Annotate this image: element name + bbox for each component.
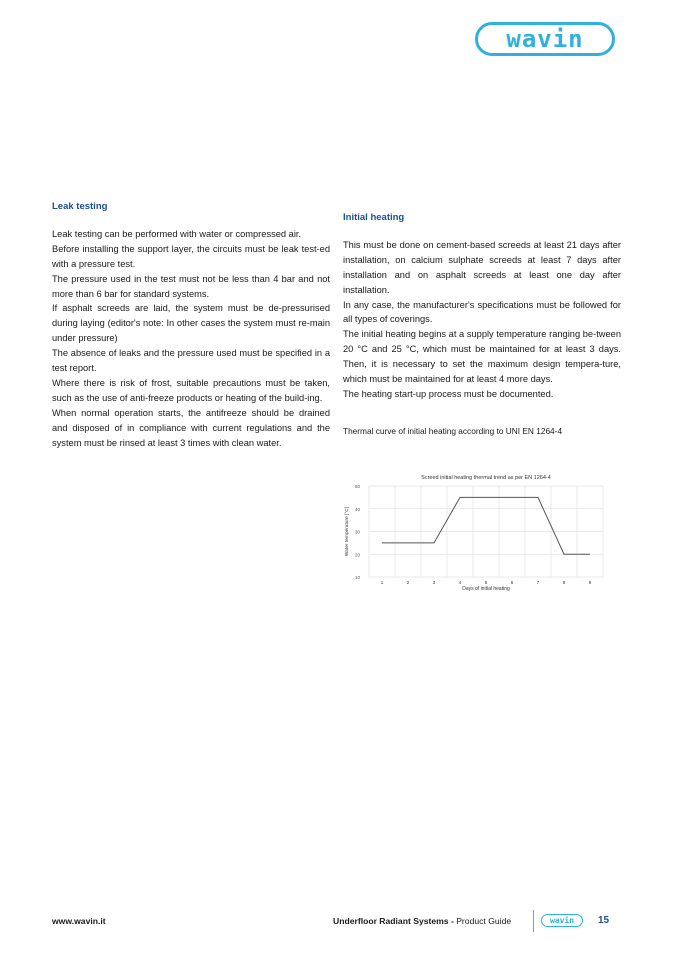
y-tick-label: 50: [354, 484, 360, 489]
footer-website: www.wavin.it: [52, 916, 106, 926]
initial-heating-section: [343, 211, 621, 402]
y-tick-label: 20: [354, 552, 360, 558]
paragraph: This must be done on cement-based screeds at least 21 days after installation, on calcium sulphate screeds at least 7 days after installation and on asphalt screeds at least one day after installation.: [343, 239, 621, 295]
x-tick-label: 4: [458, 580, 462, 585]
y-tick-label: 30: [354, 529, 360, 535]
y-tick-label: 40: [354, 506, 360, 512]
thermal-curve-chart: [335, 465, 615, 595]
x-axis-label: Days of initial heating: [462, 586, 510, 592]
paragraph: The initial heating begins at a supply temperature ranging be-tween 20 °C and 25 °C, which must be maintained for at least 3 days. Then, it is necessary to set the maximum design tempera-ture, which must be maintained for at least 4 more days.: [343, 329, 621, 385]
paragraph: The heating start-up process must be documented.: [343, 388, 554, 399]
x-tick-label: 5: [484, 580, 488, 585]
wavin-logo: [475, 22, 615, 56]
footer-title: [333, 916, 511, 926]
paragraph: When normal operation starts, the antifreeze should be drained and disposed of in compliance with current regulations and the system must be rinsed at least 3 times with clean water.: [52, 407, 330, 448]
section-heading: Leak testing: [52, 201, 108, 212]
footer-title-regular: Product Guide: [456, 916, 512, 926]
paragraph: Before installing the support layer, the circuits must be leak test-ed with a pressure test.: [52, 243, 330, 269]
figure-caption: Thermal curve of initial heating according to UNI EN 1264-4: [343, 426, 563, 436]
paragraph: If asphalt screeds are laid, the system must be de-pressurised during laying (editor's note: In other cases the system must re-main under pressure): [52, 303, 330, 344]
y-axis-label: Water temperature [°C]: [345, 506, 350, 557]
page-number: 15: [598, 915, 610, 926]
section-heading: Initial heating: [343, 212, 405, 223]
x-tick-label: 9: [588, 580, 592, 585]
x-tick-label: 2: [406, 580, 410, 585]
x-tick-label: 6: [510, 580, 514, 585]
x-tick-label: 8: [562, 580, 566, 585]
chart-title: Screed initial heating thermal trend as per EN 1264-4: [421, 475, 551, 481]
footer-logo-text: wavin: [549, 916, 575, 925]
paragraph: In any case, the manufacturer's specifications must be followed for all types of coverings.: [343, 299, 621, 325]
leak-testing-section: [52, 200, 330, 451]
x-tick-label: 7: [536, 580, 540, 585]
footer-wavin-logo: [541, 914, 583, 927]
series-line: [382, 497, 590, 554]
paragraph: The pressure used in the test must not be less than 4 bar and not more than 6 bar for standard systems.: [52, 273, 330, 299]
y-tick-label: 10: [354, 575, 360, 580]
footer-divider: [533, 910, 534, 932]
footer-title-bold: Underfloor Radiant Systems -: [333, 916, 457, 926]
x-tick-label: 1: [380, 580, 384, 585]
x-tick-label: 3: [432, 580, 436, 585]
paragraph: Where there is risk of frost, suitable precautions must be taken, such as the use of anti-freeze products or heating of the build-ing.: [52, 377, 330, 403]
paragraph: Leak testing can be performed with water or compressed air.: [52, 228, 302, 239]
paragraph: The absence of leaks and the pressure used must be specified in a test report.: [52, 348, 330, 374]
logo-text: wavin: [506, 25, 584, 53]
